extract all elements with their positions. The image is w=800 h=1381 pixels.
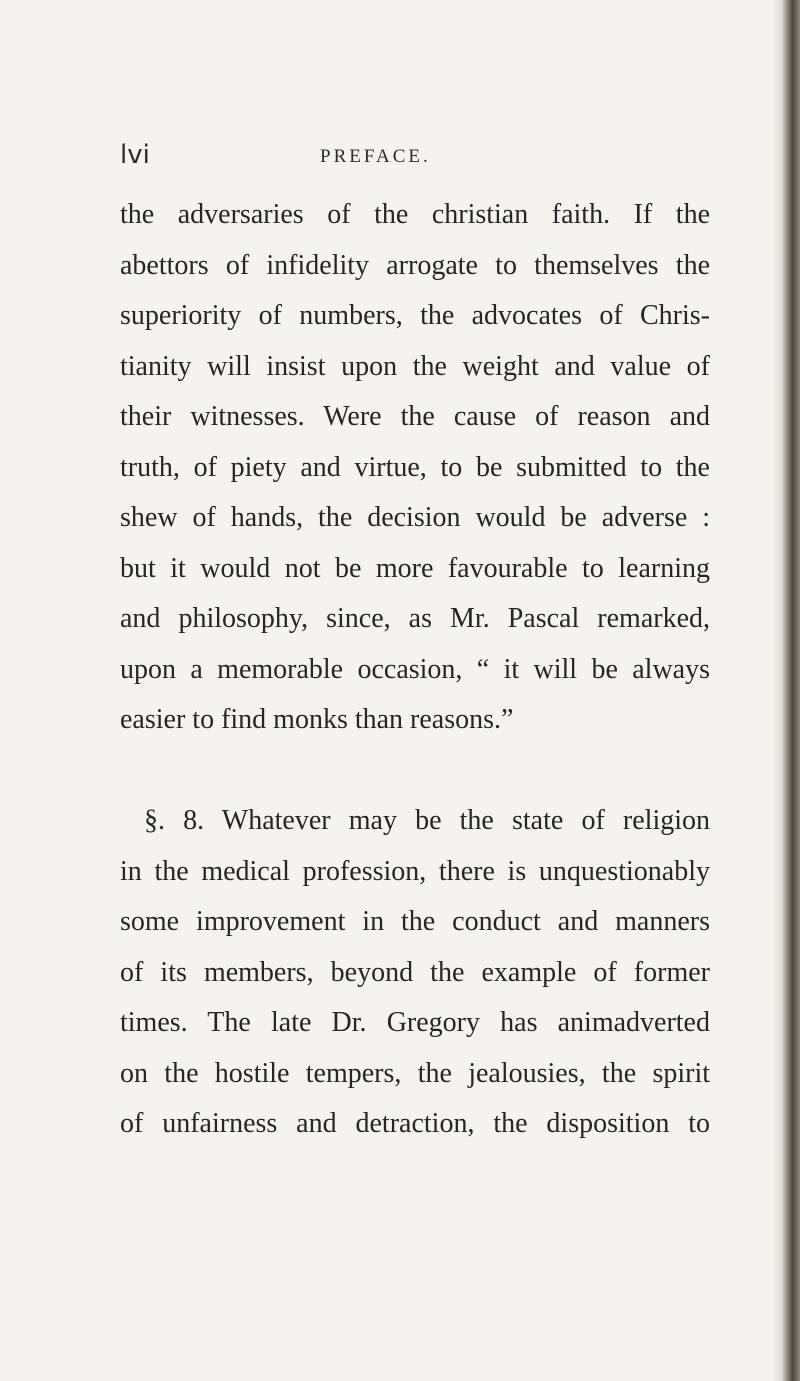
text-line: their witnesses. Were the cause of reason and (120, 401, 710, 432)
text-line: on the hostile tempers, the jealousies, the spirit (120, 1057, 710, 1089)
text-line: and philosophy, since, as Mr. Pascal remarked, (120, 603, 710, 634)
text-line: shew of hands, the decision would be adverse : (120, 502, 710, 533)
text-line: §. 8. Whatever may be the state of religion (144, 805, 710, 836)
text-line: of its members, beyond the example of former (120, 956, 710, 988)
text-line: easier to find monks than reasons.” (120, 704, 514, 735)
text-line: upon a memorable occasion, “ it will be always (120, 653, 710, 685)
running-head: PREFACE. (320, 146, 431, 167)
text-line: tianity will insist upon the weight and value of (120, 350, 710, 382)
page-number: lvi (120, 140, 150, 170)
text-line: but it would not be more favourable to learning (120, 552, 710, 584)
text-line: in the medical profession, there is unquestionably (120, 855, 710, 887)
text-line: truth, of piety and virtue, to be submitted to the (120, 451, 710, 483)
text-line: times. The late Dr. Gregory has animadverted (120, 1007, 710, 1038)
page-header (120, 140, 720, 180)
text-line: the adversaries of the christian faith. If the (120, 199, 710, 230)
text-line: superiority of numbers, the advocates of Chris- (120, 300, 710, 331)
page-edge (782, 0, 800, 1381)
text-line: of unfairness and detraction, the disposition to (120, 1108, 710, 1139)
body-text (120, 190, 710, 1150)
binding-shadow (772, 0, 782, 1381)
paragraph-gap (120, 746, 710, 797)
text-line: abettors of infidelity arrogate to themselves the (120, 249, 710, 281)
text-line: some improvement in the conduct and manners (120, 906, 710, 937)
